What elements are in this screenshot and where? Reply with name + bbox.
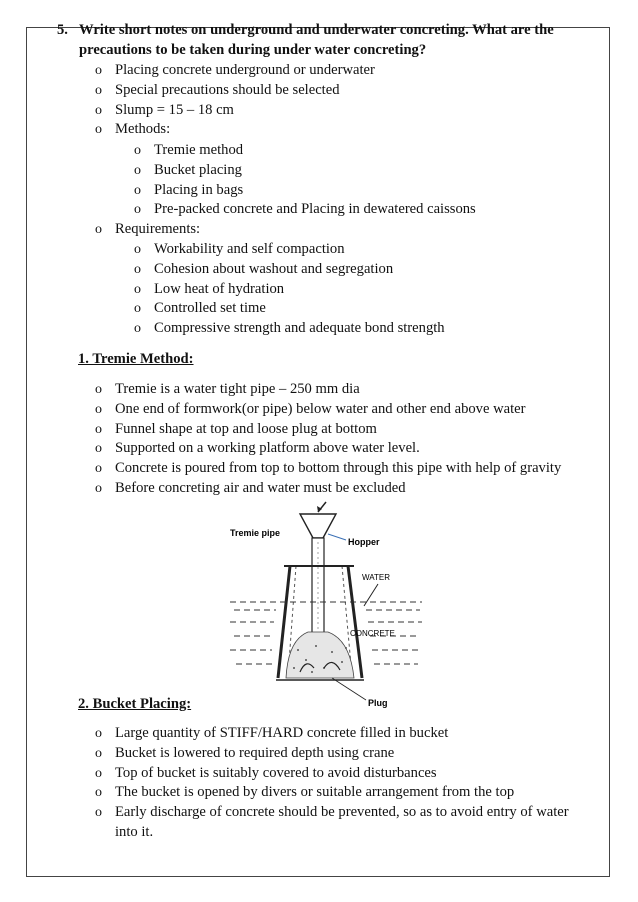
tremie-diagram (228, 500, 424, 710)
list-item: o Funnel shape at top and loose plug at bottom (115, 420, 561, 440)
tremie-section-title: 1. Tremie Method: (78, 351, 194, 367)
requirements-list (134, 240, 445, 339)
bullet-icon: o (95, 480, 102, 496)
requirements-heading-list (95, 220, 201, 240)
bullet-icon: o (95, 765, 102, 781)
bullet-icon: o (95, 421, 102, 437)
bucket-list (95, 724, 585, 843)
list-item: o Concrete is poured from top to bottom through this pipe with help of gravity (115, 459, 561, 479)
bucket-section-title: 2. Bucket Placing: (78, 696, 192, 712)
bullet-icon: o (95, 745, 102, 761)
list-item: o Tremie method (154, 141, 476, 161)
list-item: o Special precautions should be selected (115, 81, 375, 101)
list-item: o Bucket is lowered to required depth using crane (115, 744, 585, 764)
concrete-mass (286, 632, 354, 678)
bullet-icon: o (95, 441, 102, 457)
bullet-icon: o (95, 63, 102, 78)
intro-list (95, 61, 375, 140)
bullet-icon: o (134, 182, 141, 198)
list-item: o The bucket is opened by divers or suitable arrangement from the top (115, 783, 585, 803)
list-item: o Cohesion about washout and segregation (154, 260, 445, 280)
bullet-icon: o (95, 785, 102, 801)
bullet-icon: o (134, 143, 141, 158)
label-tremie-pipe: Tremie pipe (230, 528, 281, 538)
list-item: o Supported on a working platform above water level. (115, 439, 561, 459)
label-hopper: Hopper (348, 537, 380, 547)
list-item: o Placing concrete underground or underwater (115, 61, 375, 81)
methods-list (134, 141, 476, 220)
list-item: o Pre-packed concrete and Placing in dewatered caissons (154, 200, 476, 220)
bullet-icon: o (95, 102, 102, 118)
list-item: o One end of formwork(or pipe) below water and other end above water (115, 400, 561, 420)
bullet-icon: o (95, 805, 102, 821)
tremie-list (95, 380, 562, 499)
label-plug: Plug (368, 698, 388, 708)
bullet-icon: o (95, 382, 102, 397)
label-concrete: CONCRETE (350, 629, 395, 638)
bullet-icon: o (134, 242, 141, 257)
list-item: o Placing in bags (154, 181, 476, 201)
list-item: o Methods: (115, 120, 375, 140)
question-text: Write short notes on underground and underwater concreting. What are the precautions to be taken during under water concreting? (79, 22, 554, 58)
bullet-icon: o (95, 461, 102, 477)
bullet-icon: o (134, 202, 141, 218)
list-item: o Compressive strength and adequate bond strength (154, 319, 445, 339)
list-item: o Requirements: (115, 220, 200, 240)
bullet-icon: o (134, 301, 141, 317)
list-item: o Top of bucket is suitably covered to avoid disturbances (115, 764, 585, 784)
list-item: o Before concreting air and water must be excluded (115, 479, 561, 499)
list-item: o Large quantity of STIFF/HARD concrete filled in bucket (115, 724, 585, 744)
bullet-icon: o (134, 261, 141, 277)
list-item: o Workability and self compaction (154, 240, 445, 260)
bullet-icon: o (95, 82, 102, 98)
list-item: o Tremie is a water tight pipe – 250 mm dia (115, 380, 561, 400)
list-item: o Slump = 15 – 18 cm (115, 101, 375, 121)
bullet-icon: o (134, 321, 141, 337)
bullet-icon: o (95, 222, 102, 237)
bullet-icon: o (134, 281, 141, 297)
list-item: o Low heat of hydration (154, 280, 445, 300)
list-item: o Bucket placing (154, 161, 476, 181)
question-heading (57, 20, 600, 60)
bullet-icon: o (134, 162, 141, 178)
label-water: WATER (362, 573, 390, 582)
question-number: 5. (57, 22, 68, 38)
bullet-icon: o (95, 401, 102, 417)
bullet-icon: o (95, 726, 102, 741)
list-item: o Controlled set time (154, 299, 445, 319)
bullet-icon: o (95, 122, 102, 138)
list-item: o Early discharge of concrete should be prevented, so as to avoid entry of water into it. (95, 804, 569, 840)
